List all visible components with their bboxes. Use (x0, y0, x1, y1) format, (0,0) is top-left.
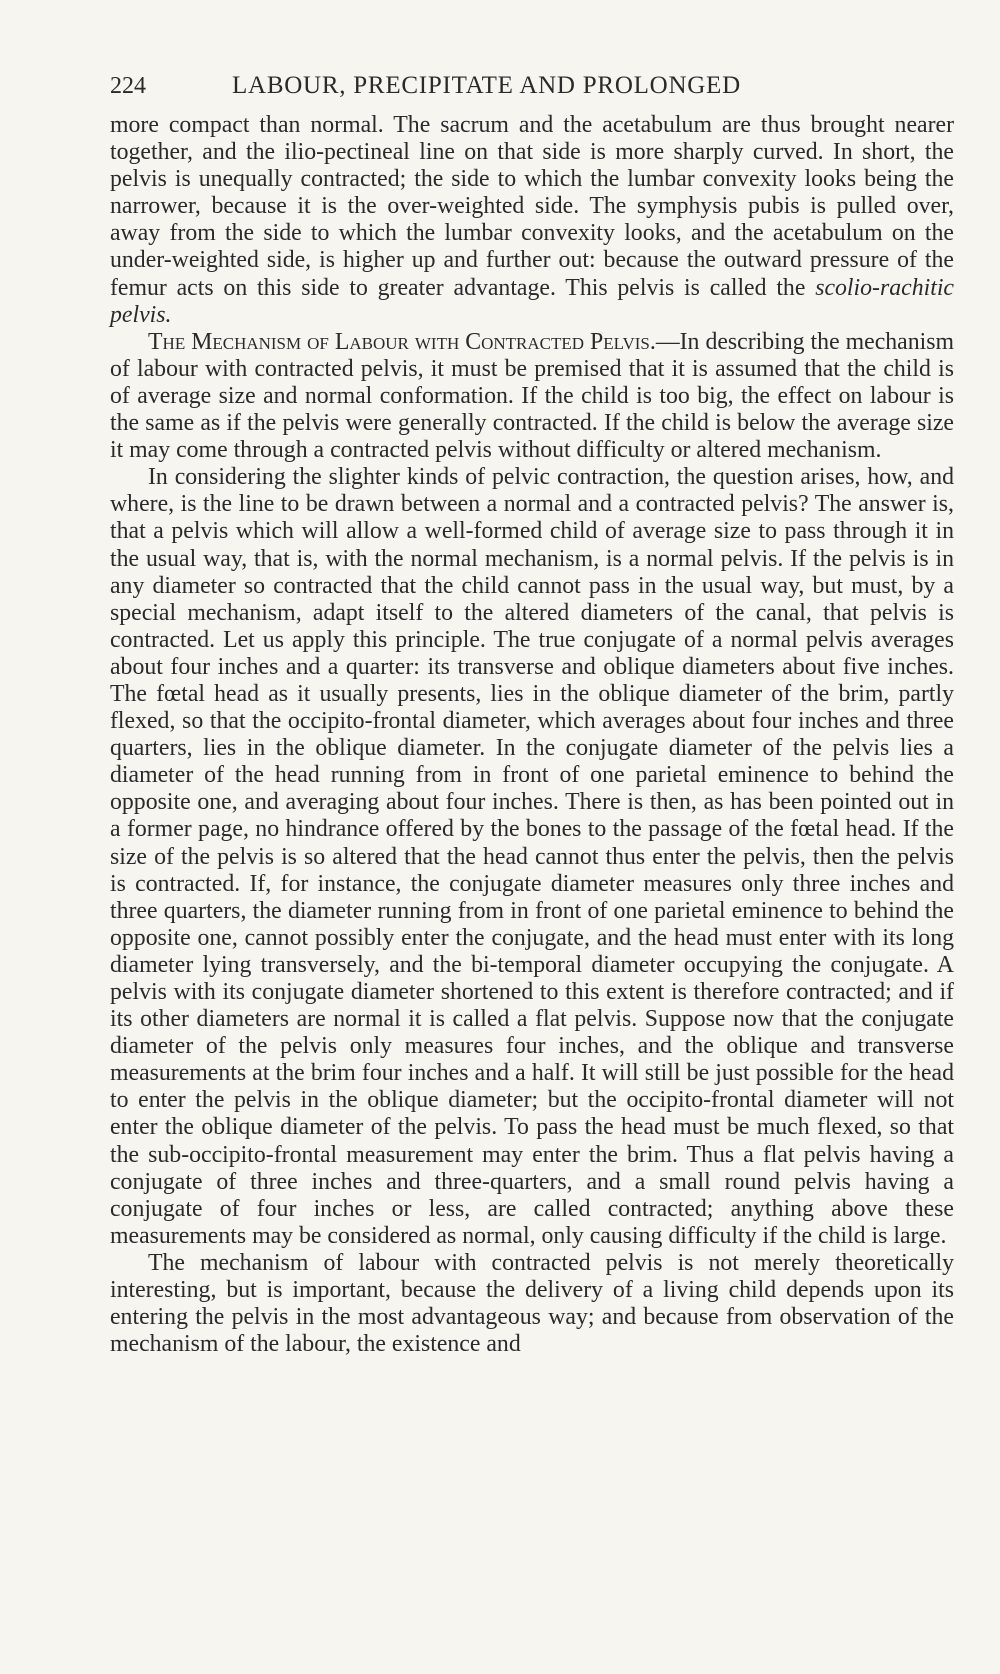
paragraph-1-text: more compact than normal. The sacrum and the acetabulum are thus brought nearer together, and the ilio-pectineal line on that side is more sharply curved. In short, the pelvis is unequally contracted; the side to which the lumbar convexity looks being the narrower, because it is the over-weighted side. The symphysis pubis is pulled over, away from the side to which the lumbar convexity looks, and the acetabulum on the under-weighted side, is higher up and further out: because the outward pressure of the femur acts on this side to greater advantage. This pelvis is called the (110, 112, 954, 301)
running-head: LABOUR, PRECIPITATE AND PROLONGED (232, 72, 741, 99)
page-header (110, 72, 954, 100)
scolio-rachitic-term: scolio-rachitic pelvis. (110, 274, 954, 328)
paragraph-3: In considering the slighter kinds of pelvic contraction, the question arises, how, and where, is the line to be drawn between a normal and a contracted pelvis? The answer is, that a pelvis which will allow a well-formed child of average size to pass through it in the usual way, that is, with the normal mechanism, is a normal pelvis. If the pelvis is in any diameter so contracted that the child cannot pass in the usual way, but must, by a special mechanism, adapt itself to the altered diameters of the canal, that pelvis is contracted. Let us apply this principle. The true conjugate of a normal pelvis averages about four inches and a quarter: its transverse and oblique diameters about five inches. The fœtal head as it usually presents, lies in the oblique diameter of the brim, partly flexed, so that the occipito-frontal diameter, which averages about four inches and three quarters, lies in the oblique diameter. In the conjugate diameter of the pelvis lies a diameter of the head running from in front of one parietal eminence to behind the opposite one, and averaging about four inches. There is then, as has been pointed out in a former page, no hindrance offered by the bones to the passage of the fœtal head. If the size of the pelvis is so altered that the head cannot thus enter the pelvis, then the pelvis is contracted. If, for instance, the conjugate diameter measures only three inches and three quarters, the diameter running from in front of one parietal eminence to behind the opposite one, cannot possibly enter the conjugate, and the head must enter with its long diameter lying transversely, and the bi-temporal diameter occupying the conjugate. A pelvis with its conjugate diameter shortened to this extent is therefore contracted; and if its other diameters are normal it is called a flat pelvis. Suppose now that the conjugate diameter of the pelvis only measures four inches, and the oblique and transverse measurements at the brim four inches and a half. It will still be just possible for the head to enter the pelvis in the oblique diameter; but the occipito-frontal diameter will not enter the oblique diameter of the pelvis. To pass the head must be much flexed, so that the sub-occipito-frontal measurement may enter the brim. Thus a flat pelvis having a conjugate of three inches and three-quarters, and a small round pelvis having a conjugate of four inches or less, are called contracted; anything above these measurements may be considered as normal, only causing difficulty if the child is large. (110, 464, 954, 1249)
paragraph-4: The mechanism of labour with contracted pelvis is not merely theoretically interesting, but is important, because the delivery of a living child depends upon its entering the pelvis in the most advantageous way; and because from observation of the mechanism of the labour, the existence and (110, 1249, 954, 1358)
page-body (110, 112, 954, 1358)
paragraph-2-text: —In describing the mechanism of labour with contracted pelvis, it must be premised that it is assumed that the child is of average size and normal conformation. If the child is too big, the effect on labour is the same as if the pelvis were generally contracted. If the child is below the average size it may come through a contracted pelvis without difficulty or altered mechanism. (110, 328, 954, 464)
page-number: 224 (110, 73, 146, 99)
section-heading: The Mechanism of Labour with Contracted Pelvis. (148, 328, 656, 355)
paragraph-1 (110, 112, 954, 329)
paragraph-2 (110, 329, 954, 464)
